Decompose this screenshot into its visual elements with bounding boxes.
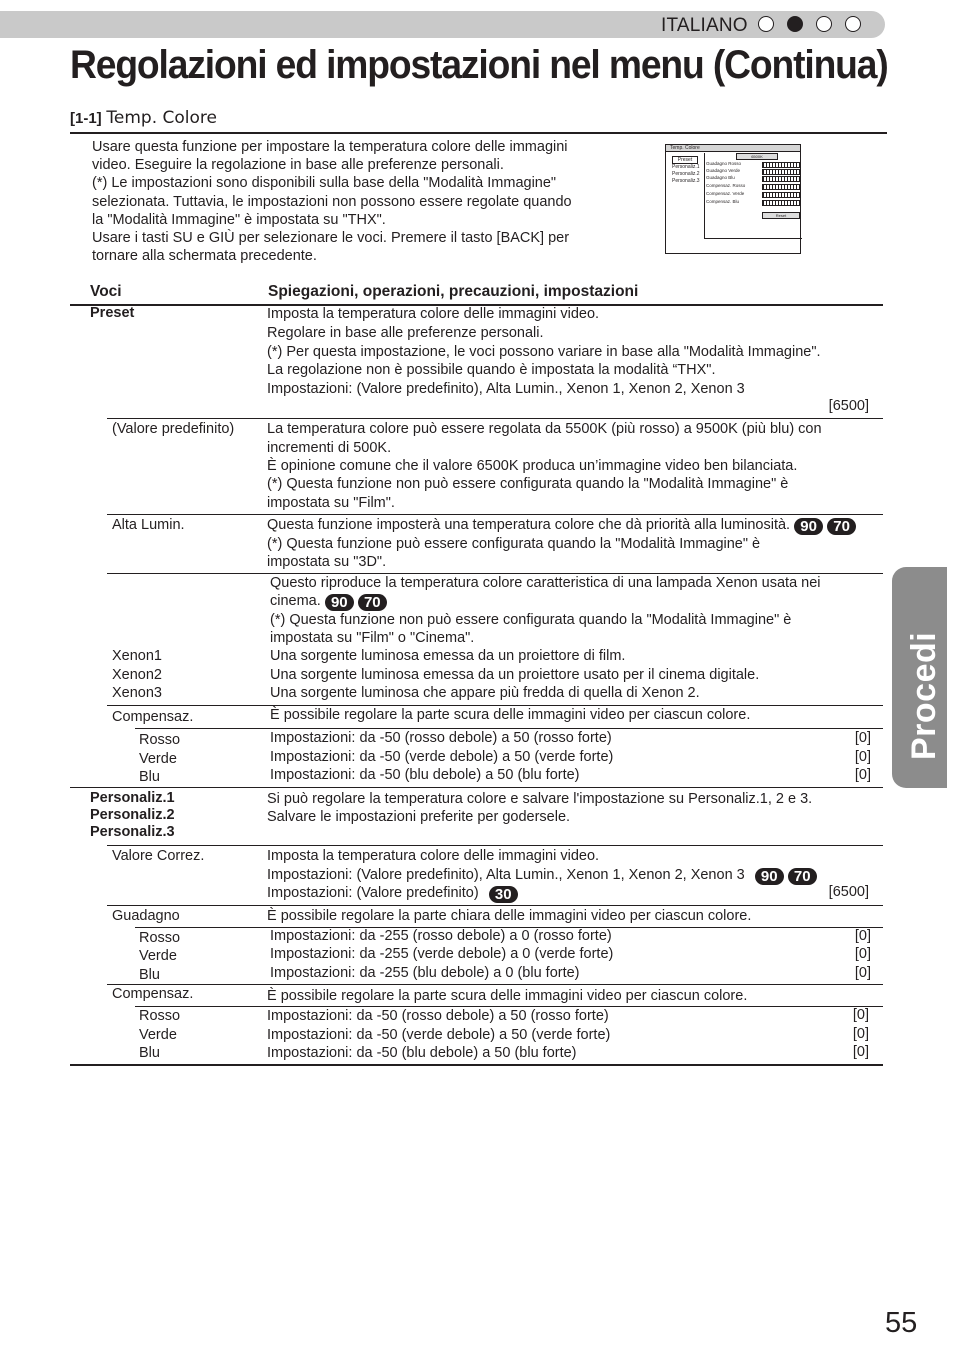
preset-default: [6500]	[828, 398, 869, 414]
guadagno-verde-default: [0]	[854, 946, 871, 962]
valore-correz-line	[267, 884, 518, 902]
preset-line: Impostazioni: (Valore predefinito), Alta Lumin., Xenon 1, Xenon 2, Xenon 3	[267, 381, 745, 397]
section-rule	[70, 132, 887, 134]
row-rule	[107, 984, 883, 985]
row-label-alta-lumin: Alta Lumin.	[112, 517, 185, 533]
intro-line: (*) Le impostazioni sono disponibili sulla base della "Modalità Immagine"	[92, 175, 557, 192]
model-badge-90: 90	[794, 518, 823, 535]
preset-line: La regolazione non è possibile quando è impostata la modalità “THX".	[267, 362, 716, 378]
guadagno-verde-text: Impostazioni: da -255 (verde debole) a 0 (verde forte)	[270, 946, 614, 962]
model-badge-90: 90	[755, 868, 784, 885]
valore-correz-text: Impostazioni: (Valore predefinito), Alta Lumin., Xenon 1, Xenon 2, Xenon 3	[267, 867, 745, 883]
row-label-personaliz2: Personaliz.2	[90, 807, 175, 823]
thumb-slider	[762, 176, 800, 182]
intro-line: video. Eseguire la regolazione in base alle preferenze personali.	[92, 157, 504, 174]
column-header-voci: Voci	[90, 283, 122, 300]
row-label-blu: Blu	[139, 769, 160, 785]
chapter-dot-4	[845, 16, 861, 32]
menu-thumbnail	[665, 144, 801, 254]
row-label-valore-predefinito: (Valore predefinito)	[112, 421, 235, 437]
thumb-slider	[762, 192, 800, 198]
compensaz-desc: È possibile regolare la parte scura delle immagini video per ciascun colore.	[270, 707, 751, 723]
intro-text	[92, 138, 612, 265]
row-label-rosso: Rosso	[139, 732, 181, 748]
compensaz-rosso-text: Impostazioni: da -50 (rosso debole) a 50 (rosso forte)	[270, 730, 612, 746]
compensaz-verde-text: Impostazioni: da -50 (verde debole) a 50 (verde forte)	[270, 749, 614, 765]
thumb-value-box: 6500K	[736, 153, 778, 160]
thumb-header: Temp. Colore	[666, 145, 800, 152]
guadagno-rosso-text: Impostazioni: da -255 (rosso debole) a 0 (rosso forte)	[270, 928, 612, 944]
row-label-rosso: Rosso	[139, 1008, 181, 1024]
valore-correz-text: Impostazioni: (Valore predefinito)	[267, 885, 479, 901]
row-label-verde: Verde	[139, 1027, 177, 1043]
thumb-bottom-rule	[704, 238, 802, 239]
compensaz-blu-default: [0]	[852, 1044, 869, 1060]
chapter-dot-2-active	[787, 16, 803, 32]
row-label-compensaz: Compensaz.	[112, 709, 194, 725]
xenon2-text: Una sorgente luminosa emessa da un proiettore usato per il cinema digitale.	[270, 667, 760, 683]
alta-lumin-line	[267, 516, 856, 534]
personaliz-line: Salvare le impostazioni preferite per godersele.	[267, 809, 571, 825]
row-label-personaliz1: Personaliz.1	[90, 790, 175, 806]
alta-lumin-text: Questa funzione imposterà una temperatura colore che dà priorità alla luminosità.	[267, 517, 791, 533]
table-bottom-rule	[70, 1064, 883, 1066]
row-label-xenon2: Xenon2	[112, 667, 162, 683]
intro-line: tornare alla schermata precedente.	[92, 248, 317, 265]
section-heading	[70, 108, 217, 128]
guadagno-desc: È possibile regolare la parte chiara delle immagini video per ciascun colore.	[267, 908, 752, 924]
section-name: Temp. Colore	[106, 108, 217, 128]
page-title: Regolazioni ed impostazioni nel menu (Continua)	[70, 43, 888, 87]
guadagno-rosso-default: [0]	[854, 928, 871, 944]
preset-line: Regolare in base alle preferenze personali.	[267, 325, 544, 341]
row-label-valore-correz: Valore Correz.	[112, 848, 205, 864]
row-label-verde: Verde	[139, 751, 177, 767]
model-badge-70: 70	[788, 868, 817, 885]
thumb-left-item: Personaliz.3	[672, 178, 700, 184]
header-bar	[0, 11, 885, 38]
xenon-line: (*) Questa funzione non può essere configurata quando la "Modalità Immagine" è	[270, 612, 792, 628]
group-rule	[70, 787, 883, 788]
compensaz-rosso-default: [0]	[852, 1007, 869, 1023]
compensaz-rosso-text: Impostazioni: da -50 (rosso debole) a 50 (rosso forte)	[267, 1008, 609, 1024]
row-label-xenon3: Xenon3	[112, 685, 162, 701]
row-label-compensaz: Compensaz.	[112, 986, 194, 1002]
thumb-left-item: Personaliz.1	[672, 164, 700, 170]
xenon1-text: Una sorgente luminosa emessa da un proiettore di film.	[270, 648, 626, 664]
xenon-line: Questo riproduce la temperatura colore caratteristica di una lampada Xenon usata nei	[270, 575, 821, 591]
thumb-right-item: Guadagno Blu	[706, 175, 735, 180]
compensaz-desc: È possibile regolare la parte scura delle immagini video per ciascun colore.	[267, 988, 748, 1004]
thumb-slider	[762, 169, 800, 175]
model-badge-70: 70	[827, 518, 856, 535]
compensaz-blu-text: Impostazioni: da -50 (blu debole) a 50 (blu forte)	[267, 1045, 577, 1061]
xenon3-text: Una sorgente luminosa che appare più fredda di quella di Xenon 2.	[270, 685, 700, 701]
compensaz-verde-default: [0]	[852, 1026, 869, 1042]
preset-line: Imposta la temperatura colore delle immagini video.	[267, 306, 600, 322]
row-label-personaliz3: Personaliz.3	[90, 824, 175, 840]
row-label-verde: Verde	[139, 948, 177, 964]
thumb-right-item: Compensaz. Verde	[706, 191, 745, 196]
model-badge-70: 70	[358, 594, 387, 611]
chapter-dot-3	[816, 16, 832, 32]
row-rule	[107, 845, 883, 846]
row-label-blu: Blu	[139, 1045, 160, 1061]
xenon-line	[270, 592, 387, 610]
row-rule	[107, 514, 883, 515]
model-badge-30: 30	[489, 886, 518, 903]
guadagno-blu-text: Impostazioni: da -255 (blu debole) a 0 (blu forte)	[270, 965, 580, 981]
row-label-xenon1: Xenon1	[112, 648, 162, 664]
thumb-slider	[762, 184, 800, 190]
thumb-right-item: Compensaz. Rosso	[706, 183, 746, 188]
row-rule	[107, 418, 883, 419]
page-number: 55	[885, 1307, 918, 1339]
valore-predefinito-line: incrementi di 500K.	[267, 440, 392, 456]
preset-line: (*) Per questa impostazione, le voci possono variare in base alla "Modalità Immagine".	[267, 344, 821, 360]
valore-predefinito-line: impostata su "Film".	[267, 495, 395, 511]
alta-lumin-line: (*) Questa funzione può essere configurata quando la "Modalità Immagine" è	[267, 536, 761, 552]
intro-line: selezionata. Tuttavia, le impostazioni non possono essere regolate quando	[92, 193, 572, 210]
valore-correz-line: Imposta la temperatura colore delle immagini video.	[267, 848, 600, 864]
intro-line: Usare i tasti SU e GIÙ per selezionare le voci. Premere il tasto [BACK] per	[92, 230, 570, 247]
valore-predefinito-line: (*) Questa funzione non può essere configurata quando la "Modalità Immagine" è	[267, 476, 789, 492]
thumb-divider	[704, 153, 705, 238]
thumb-slider	[762, 200, 800, 206]
alta-lumin-line: impostata su "3D".	[267, 554, 387, 570]
row-label-preset: Preset	[90, 305, 135, 321]
compensaz-verde-default: [0]	[854, 749, 871, 765]
thumb-preset-item: Preset	[672, 156, 698, 164]
compensaz-blu-text: Impostazioni: da -50 (blu debole) a 50 (blu forte)	[270, 767, 580, 783]
personaliz-line: Si può regolare la temperatura colore e salvare l'impostazione su Personaliz.1, 2 e 3.	[267, 791, 813, 807]
compensaz-verde-text: Impostazioni: da -50 (verde debole) a 50 (verde forte)	[267, 1027, 611, 1043]
intro-line: la "Modalità Immagine" è impostata su "THX".	[92, 211, 386, 228]
xenon-text: cinema.	[270, 593, 321, 609]
row-label-guadagno: Guadagno	[112, 908, 180, 924]
intro-line: Usare questa funzione per impostare la temperatura colore delle immagini	[92, 139, 568, 155]
language-label: ITALIANO	[661, 15, 748, 36]
thumb-right-item: Compensaz. Blu	[706, 199, 740, 204]
row-rule	[107, 905, 883, 906]
guadagno-blu-default: [0]	[854, 965, 871, 981]
valore-correz-default: [6500]	[828, 884, 869, 900]
column-header-spiegazioni: Spiegazioni, operazioni, precauzioni, impostazioni	[268, 283, 639, 300]
compensaz-rosso-default: [0]	[854, 730, 871, 746]
thumb-left-item: Personaliz.2	[672, 171, 700, 177]
compensaz-blu-default: [0]	[854, 767, 871, 783]
thumb-slider	[762, 162, 800, 168]
section-code: [1-1]	[70, 110, 102, 127]
valore-predefinito-line: La temperatura colore può essere regolata da 5500K (più rosso) a 9500K (più blu) con	[267, 421, 822, 437]
valore-correz-line	[267, 866, 817, 884]
row-label-blu: Blu	[139, 967, 160, 983]
thumb-right-item: Guadagno Rosso	[706, 161, 742, 166]
valore-predefinito-line: È opinione comune che il valore 6500K produca un’immagine video ben bilanciata.	[267, 458, 798, 474]
model-badge-90: 90	[325, 594, 354, 611]
row-label-rosso: Rosso	[139, 930, 181, 946]
side-tab-label: Procedi	[905, 631, 943, 760]
xenon-line: impostata su "Film" o "Cinema".	[270, 630, 475, 646]
chapter-dot-1	[758, 16, 774, 32]
thumb-reset-button: Reset	[762, 212, 800, 219]
thumb-right-item: Guadagno Verde	[706, 168, 741, 173]
